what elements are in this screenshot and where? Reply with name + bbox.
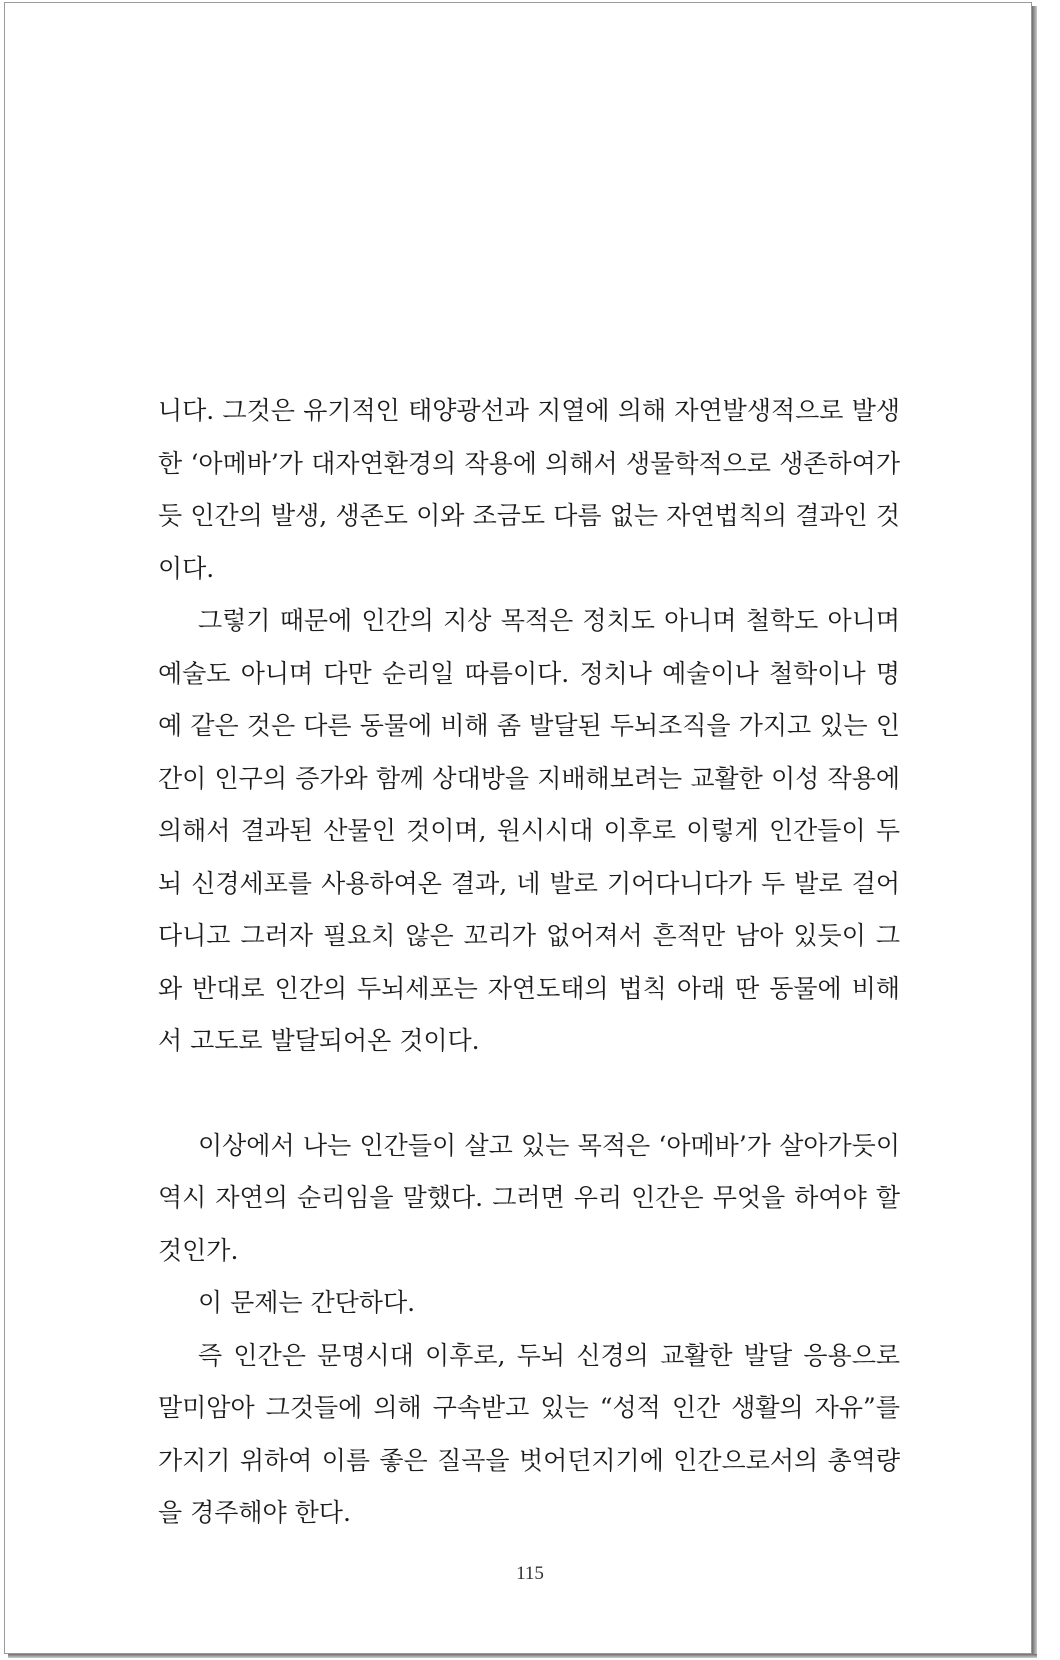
page-shadow-right bbox=[1032, 6, 1037, 1656]
section-gap bbox=[158, 1068, 900, 1120]
paragraph-simple-problem: 이 문제는 간단하다. bbox=[198, 1288, 416, 1317]
paragraph-what-to-do: 이상에서 나는 인간들이 살고 있는 목적은 ‘아메바’가 살아가듯이 역시 자연의 순리임을 말했다. 그러면 우리 인간은 무엇을 하여야 할 것인가. bbox=[158, 1130, 900, 1265]
paragraph-purpose-of-humans: 그렇기 때문에 인간의 지상 목적은 정치도 아니며 철학도 아니며 예술도 아니며 다만 순리일 따름이다. 정치나 예술이나 철학이나 명예 같은 것은 다른 동물에 비해 좀 발달된 두뇌조직을 가지고 있는 인간이 인구의 증가와 함께 상대방을 지배해보려는 교활한 이성 작용에 의해서 결과된 산물인 것이며, 원시시대 이후로 이렇게 인간들이 두뇌 신경세포를 사용하여온 결과, 네 발로 기어다니다가 두 발로 걸어다니고 그러자 필요치 않은 꼬리가 없어져서 흔적만 남아 있듯이 그와 반대로 인간의 두뇌세포는 자연도태의 법칙 아래 딴 동물에 비해서 고도로 발달되어온 것이다. bbox=[158, 606, 900, 1055]
paragraph-conclusion: 즉 인간은 문명시대 이후로, 두뇌 신경의 교활한 발달 응용으로 말미암아 그것들에 의해 구속받고 있는 “성적 인간 생활의 자유”를 가지기 위하여 이름 좋은 질곡을 벗어던지기에 인간으로서의 총역량을 경주해야 한다. bbox=[158, 1340, 900, 1527]
paragraph-continuation: 니다. 그것은 유기적인 태양광선과 지열에 의해 자연발생적으로 발생한 ‘아메바’가 대자연환경의 작용에 의해서 생물학적으로 생존하여가듯 인간의 발생, 생존도 이와 조금도 다름 없는 자연법칙의 결과인 것이다. bbox=[158, 396, 900, 583]
page-shadow-bottom bbox=[8, 1654, 1037, 1658]
body-text bbox=[158, 385, 900, 1540]
page-number: 115 bbox=[516, 1563, 544, 1584]
